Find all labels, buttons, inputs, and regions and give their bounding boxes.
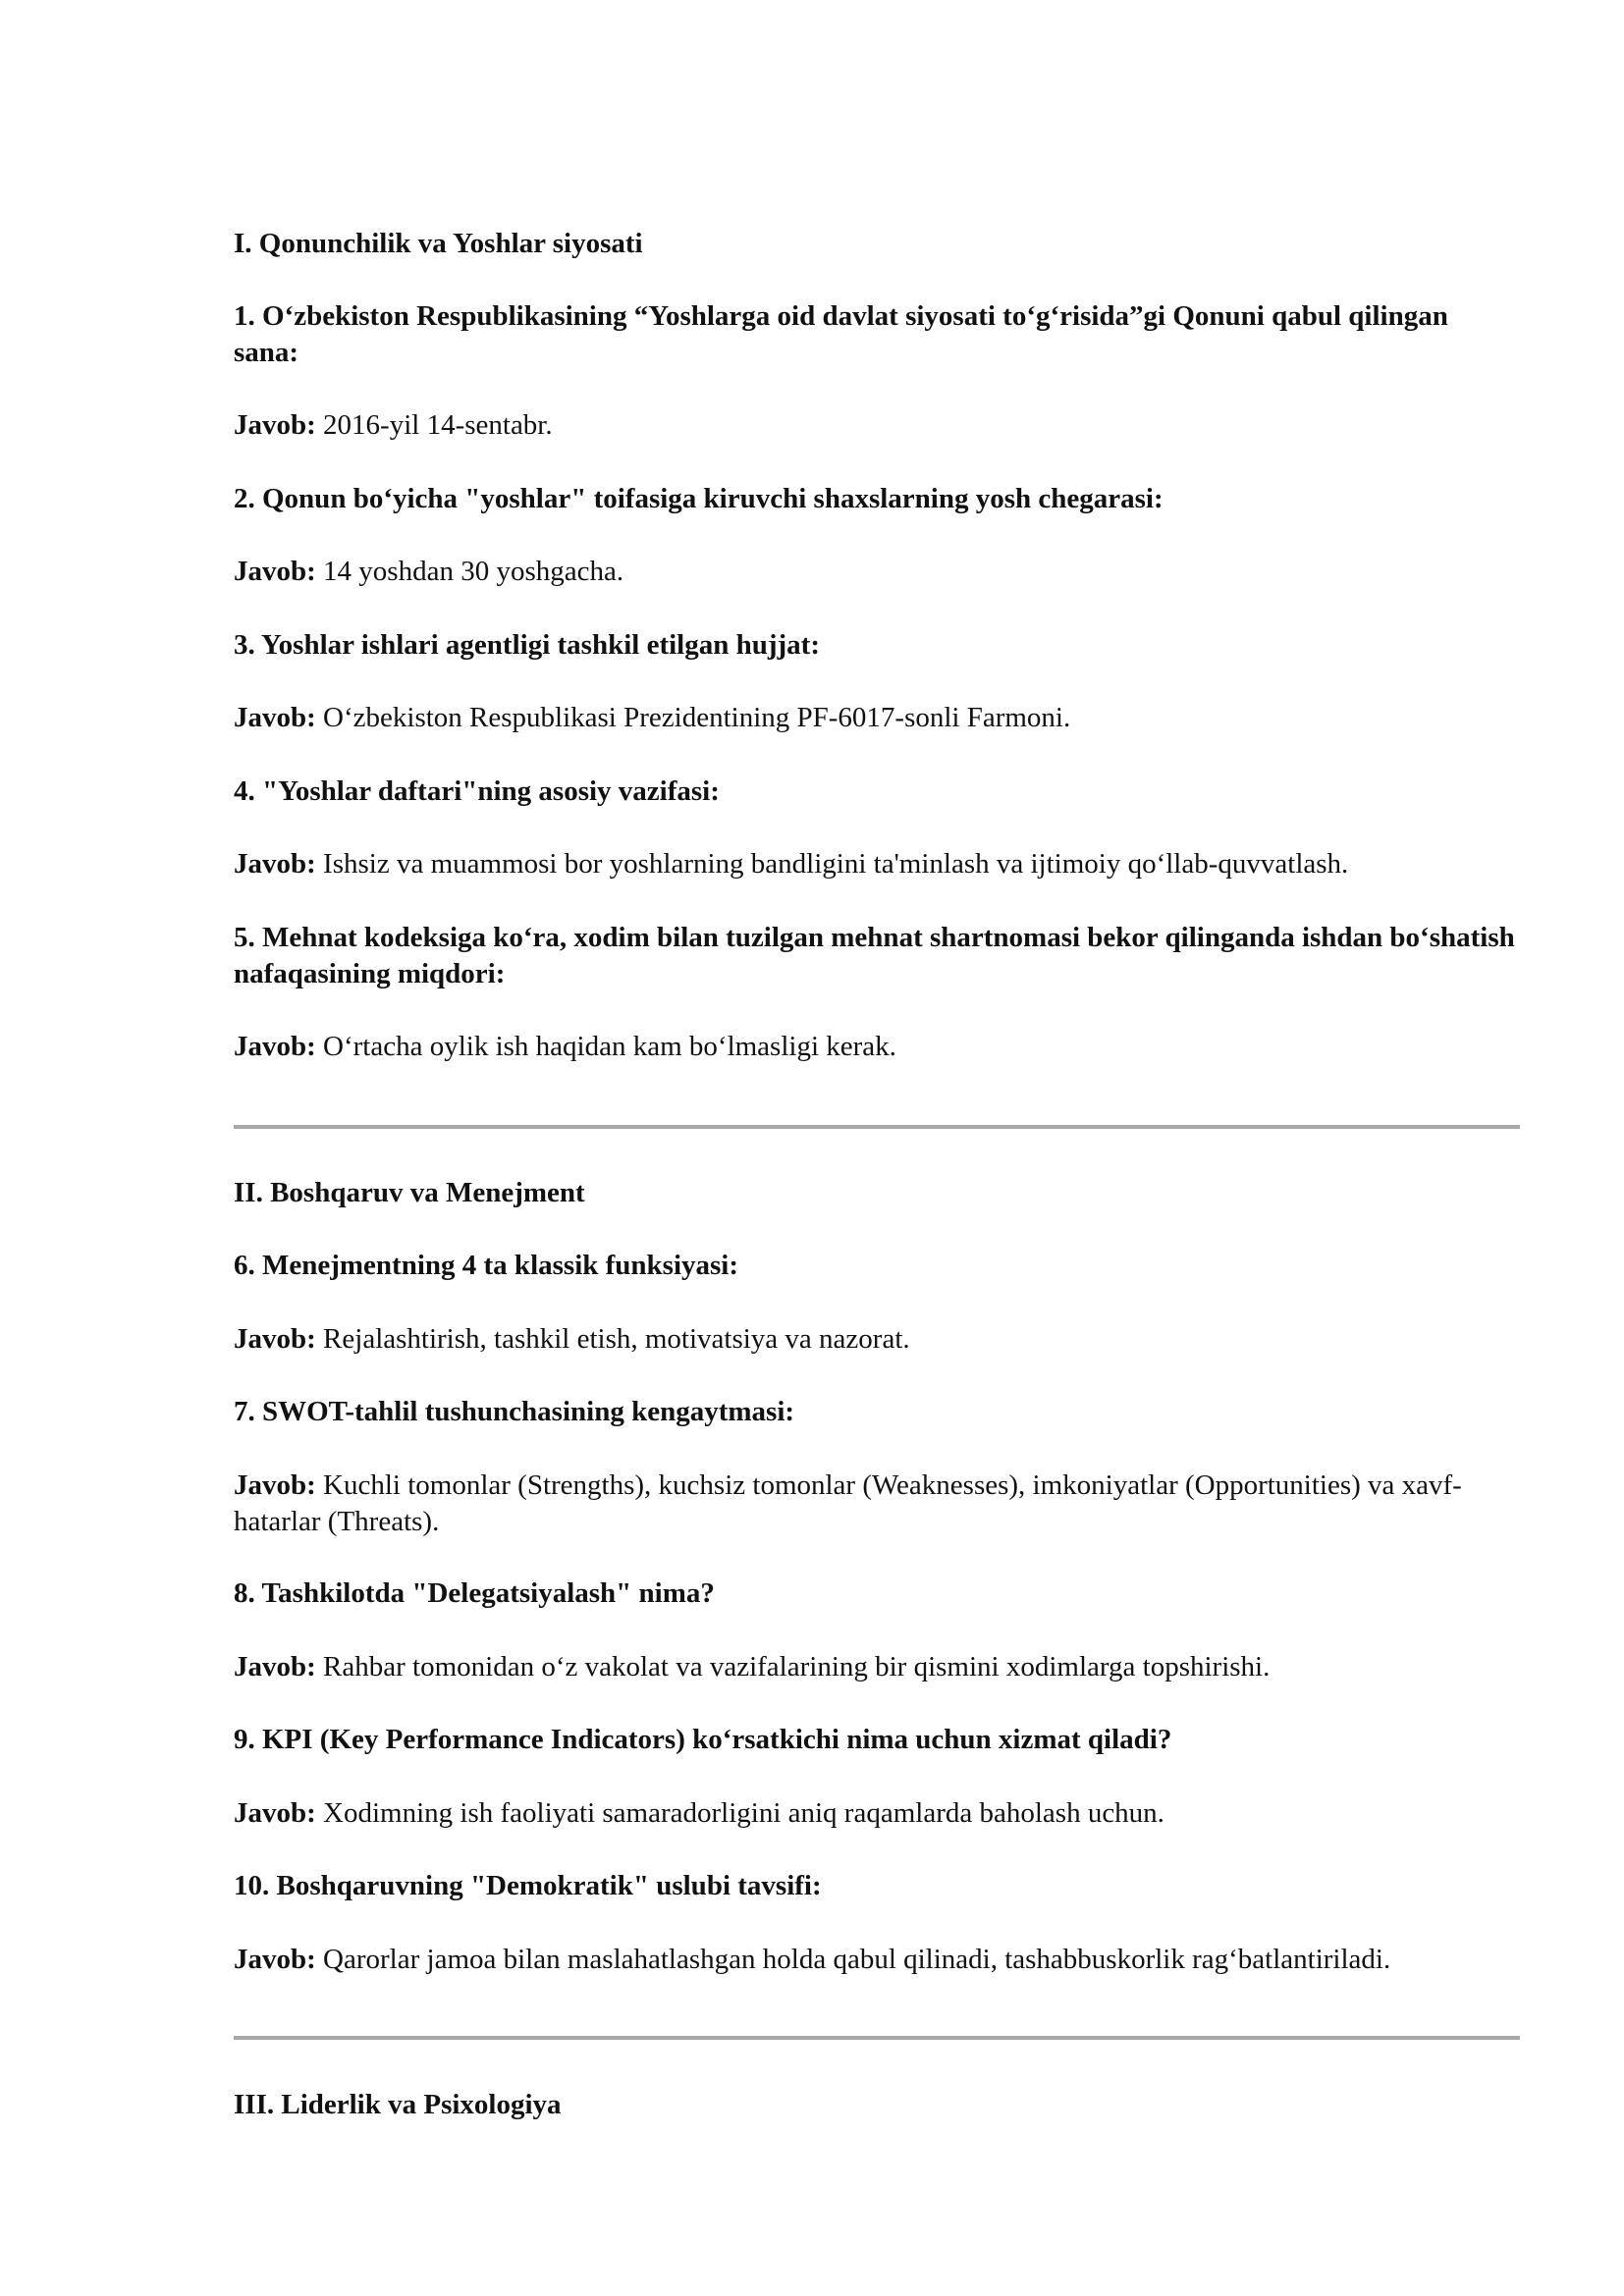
section-heading: III. Liderlik va Psixologiya bbox=[234, 2089, 562, 2120]
answer-text: Ishsiz va muammosi bor yoshlarning bandligini ta'minlash va ijtimoiy qo‘llab-quvvatlash. bbox=[323, 848, 1349, 880]
answer-text: Rahbar tomonidan o‘z vakolat va vazifalarining bir qismini xodimlarga topshirishi. bbox=[323, 1651, 1271, 1682]
question: 10. Boshqaruvning "Demokratik" uslubi tavsifi: bbox=[234, 1870, 822, 1901]
answer-label: Javob: bbox=[234, 848, 316, 880]
answer bbox=[234, 1321, 1520, 1358]
section-heading: II. Boshqaruv va Menejment bbox=[234, 1177, 585, 1208]
answer bbox=[234, 1795, 1520, 1832]
question: 8. Tashkilotda "Delegatsiyalash" nima? bbox=[234, 1577, 715, 1609]
answer bbox=[234, 1029, 1520, 1065]
answer-label: Javob: bbox=[234, 1797, 316, 1829]
answer-text: 14 yoshdan 30 yoshgacha. bbox=[323, 556, 624, 587]
answer-label: Javob: bbox=[234, 1651, 316, 1682]
question: 7. SWOT-tahlil tushunchasining kengaytmasi: bbox=[234, 1396, 795, 1427]
question: 2. Qonun bo‘yicha "yoshlar" toifasiga kiruvchi shaxslarning yosh chegarasi: bbox=[234, 483, 1164, 514]
answer-label: Javob: bbox=[234, 702, 316, 733]
answer-text: Rejalashtirish, tashkil etish, motivatsiya va nazorat. bbox=[323, 1323, 910, 1355]
answer bbox=[234, 554, 1520, 590]
section-heading: I. Qonunchilik va Yoshlar siyosati bbox=[234, 228, 643, 259]
answer-text: O‘zbekiston Respublikasi Prezidentining PF-6017-sonli Farmoni. bbox=[323, 702, 1071, 733]
answer-label: Javob: bbox=[234, 1469, 316, 1501]
answer-label: Javob: bbox=[234, 1031, 316, 1062]
section-divider bbox=[234, 2036, 1520, 2040]
question: 5. Mehnat kodeksiga ko‘ra, xodim bilan tuzilgan mehnat shartnomasi bekor qilinganda ishdan bo‘shatish nafaqasining miqdori: bbox=[234, 922, 1515, 989]
answer-label: Javob: bbox=[234, 409, 316, 441]
question: 6. Menejmentning 4 ta klassik funksiyasi: bbox=[234, 1250, 739, 1281]
question: 4. "Yoshlar daftari"ning asosiy vazifasi: bbox=[234, 775, 720, 807]
answer-text: Kuchli tomonlar (Strengths), kuchsiz tomonlar (Weaknesses), imkoniyatlar (Opportunities) va xavf-hatarlar (Threats). bbox=[234, 1469, 1462, 1537]
answer-text: O‘rtacha oylik ish haqidan kam bo‘lmasligi kerak. bbox=[323, 1031, 896, 1062]
question: 9. KPI (Key Performance Indicators) ko‘rsatkichi nima uchun xizmat qiladi? bbox=[234, 1724, 1172, 1755]
answer bbox=[234, 407, 1520, 444]
answer bbox=[234, 1649, 1520, 1685]
answer-text: Xodimning ish faoliyati samaradorligini aniq raqamlarda baholash uchun. bbox=[323, 1797, 1164, 1829]
question: 3. Yoshlar ishlari agentligi tashkil etilgan hujjat: bbox=[234, 629, 820, 661]
answer bbox=[234, 700, 1520, 736]
answer-text: 2016-yil 14-sentabr. bbox=[323, 409, 553, 441]
answer-label: Javob: bbox=[234, 556, 316, 587]
answer bbox=[234, 1468, 1520, 1540]
answer bbox=[234, 1942, 1520, 1978]
answer-label: Javob: bbox=[234, 1944, 316, 1975]
answer-label: Javob: bbox=[234, 1323, 316, 1355]
question: 1. O‘zbekiston Respublikasining “Yoshlarga oid davlat siyosati to‘g‘risida”gi Qonuni qabul qilingan sana: bbox=[234, 300, 1448, 368]
answer bbox=[234, 846, 1520, 882]
section-divider bbox=[234, 1125, 1520, 1129]
answer-text: Qarorlar jamoa bilan maslahatlashgan holda qabul qilinadi, tashabbuskorlik rag‘batlantiriladi. bbox=[323, 1944, 1391, 1975]
